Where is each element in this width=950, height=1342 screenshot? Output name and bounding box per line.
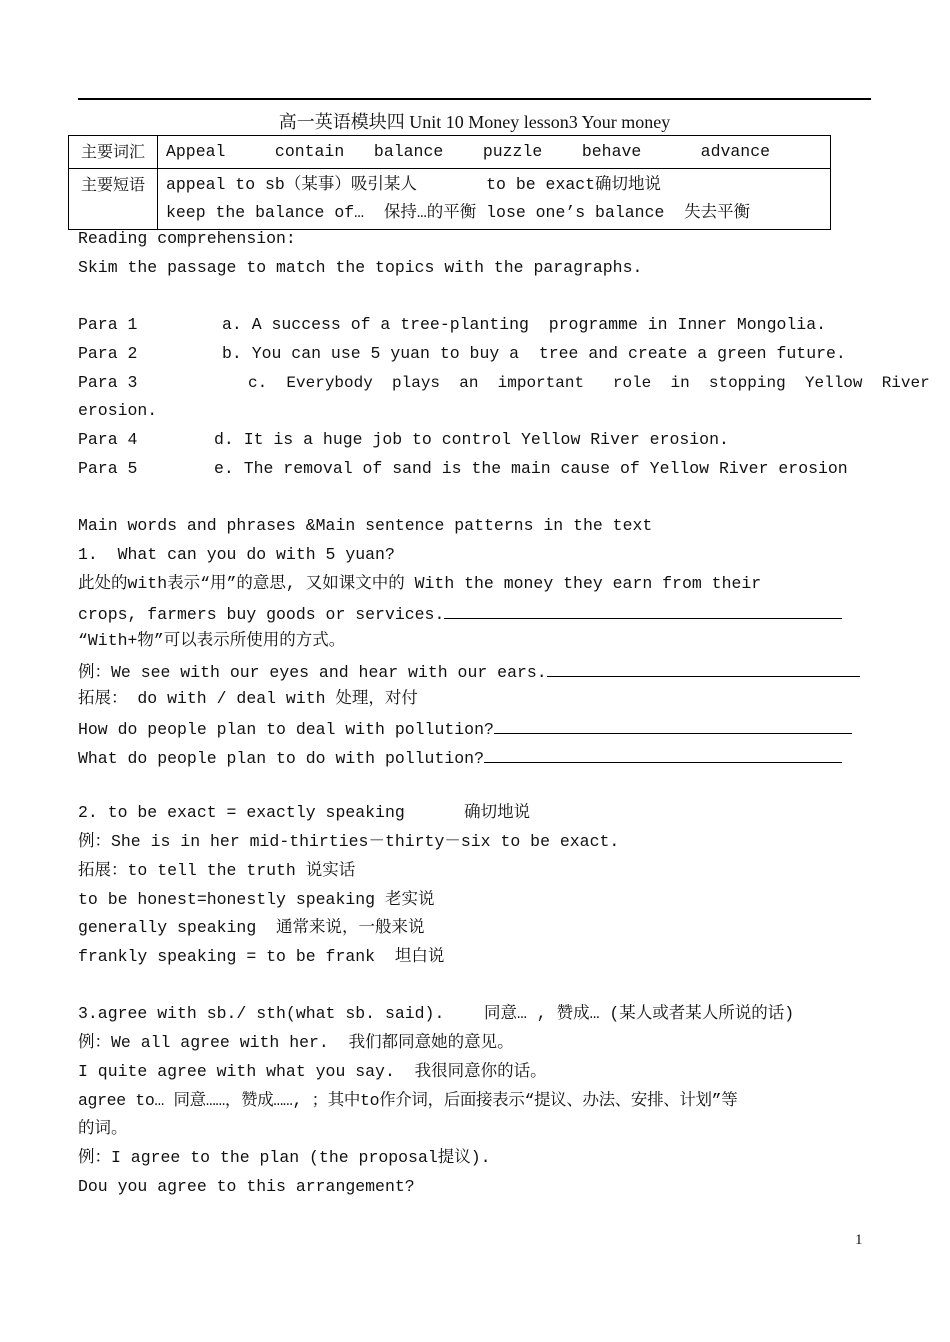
words-cell: Appeal contain balance puzzle behave advance xyxy=(158,136,831,169)
vocab-row-phrases xyxy=(69,169,831,230)
item3-example: 例：We all agree with her. 我们都同意她的意见。 xyxy=(78,1033,514,1052)
para-topic: b. You can use 5 yuan to buy a tree and create a green future. xyxy=(222,344,846,363)
item1-line1: 此处的with表示“用”的意思, 又如课文中的 With the money they earn from their xyxy=(78,574,762,593)
para-label: Para 5 xyxy=(78,459,138,478)
item1-example-text: 例：We see with our eyes and hear with our ears. xyxy=(78,663,547,682)
item2-extension: generally speaking 通常来说，一般来说 xyxy=(78,918,425,937)
item1-title: 1. What can you do with 5 yuan? xyxy=(78,545,395,564)
page-title: 高一英语模块四 Unit 10 Money lesson3 Your money xyxy=(278,112,671,132)
item1-question xyxy=(78,746,842,769)
item2-extension: 拓展：to tell the truth 说实话 xyxy=(78,861,356,880)
item1-q1-text: How do people plan to deal with pollution? xyxy=(78,720,494,739)
answer-blank[interactable] xyxy=(547,660,860,677)
phrases-label: 主要短语 xyxy=(69,169,158,230)
item1-extension: 拓展： do with / deal with 处理，对付 xyxy=(78,689,418,708)
item1-q2-text: What do people plan to do with pollution? xyxy=(78,749,484,768)
item2-example: 例：She is in her mid-thirties－thirty－six to be exact. xyxy=(78,832,620,851)
phrases-cell xyxy=(158,169,831,230)
item3-example: Dou you agree to this arrangement? xyxy=(78,1177,415,1196)
item1-line2 xyxy=(78,602,842,625)
phrase-line: keep the balance of… 保持…的平衡 lose one’s balance 失去平衡 xyxy=(166,203,751,222)
para-topic: a. A success of a tree-planting programme in Inner Mongolia. xyxy=(222,315,826,334)
item1-question xyxy=(78,717,852,740)
header-rule xyxy=(78,98,871,100)
reading-instruction: Skim the passage to match the topics with the paragraphs. xyxy=(78,258,643,277)
item2-extension: frankly speaking = to be frank 坦白说 xyxy=(78,947,445,966)
item3-line2: 的词。 xyxy=(78,1119,128,1138)
item2-title: 2. to be exact = exactly speaking 确切地说 xyxy=(78,803,531,822)
item3-title: 3.agree with sb./ sth(what sb. said). 同意… , 赞成… (某人或者某人所说的话) xyxy=(78,1004,795,1023)
item3-line1: agree to… 同意……，赞成……, ；其中to作介词，后面接表示“提议、办法、安排、计划”等 xyxy=(78,1091,738,1110)
phrase-line: appeal to sb（某事）吸引某人 to be exact确切地说 xyxy=(166,175,662,194)
para-label: Para 2 xyxy=(78,344,138,363)
item1-line3: “With+物”可以表示所使用的方式。 xyxy=(78,631,346,650)
item3-example: I quite agree with what you say. 我很同意你的话。 xyxy=(78,1062,547,1081)
answer-blank[interactable] xyxy=(444,602,842,619)
section-heading: Main words and phrases &Main sentence patterns in the text xyxy=(78,516,653,535)
para-topic: e. The removal of sand is the main cause of Yellow River erosion xyxy=(214,459,848,478)
item1-line2-text: crops, farmers buy goods or services. xyxy=(78,605,445,624)
vocab-row-words xyxy=(69,136,831,169)
item1-example xyxy=(78,660,860,683)
para-topic-continuation: erosion. xyxy=(78,401,158,420)
item3-example: 例：I agree to the plan (the proposal提议). xyxy=(78,1148,491,1167)
words-label: 主要词汇 xyxy=(69,136,158,169)
item2-extension: to be honest=honestly speaking 老实说 xyxy=(78,890,435,909)
para-label: Para 3 xyxy=(78,373,138,392)
para-topic: c. Everybody plays an important role in stopping Yellow River xyxy=(248,374,930,392)
page-number: 1 xyxy=(855,1232,863,1248)
reading-heading: Reading comprehension: xyxy=(78,229,296,248)
para-label: Para 4 xyxy=(78,430,138,449)
answer-blank[interactable] xyxy=(494,717,852,734)
para-label: Para 1 xyxy=(78,315,138,334)
para-topic: d. It is a huge job to control Yellow River erosion. xyxy=(214,430,729,449)
answer-blank[interactable] xyxy=(484,746,842,763)
vocab-table xyxy=(68,135,831,230)
